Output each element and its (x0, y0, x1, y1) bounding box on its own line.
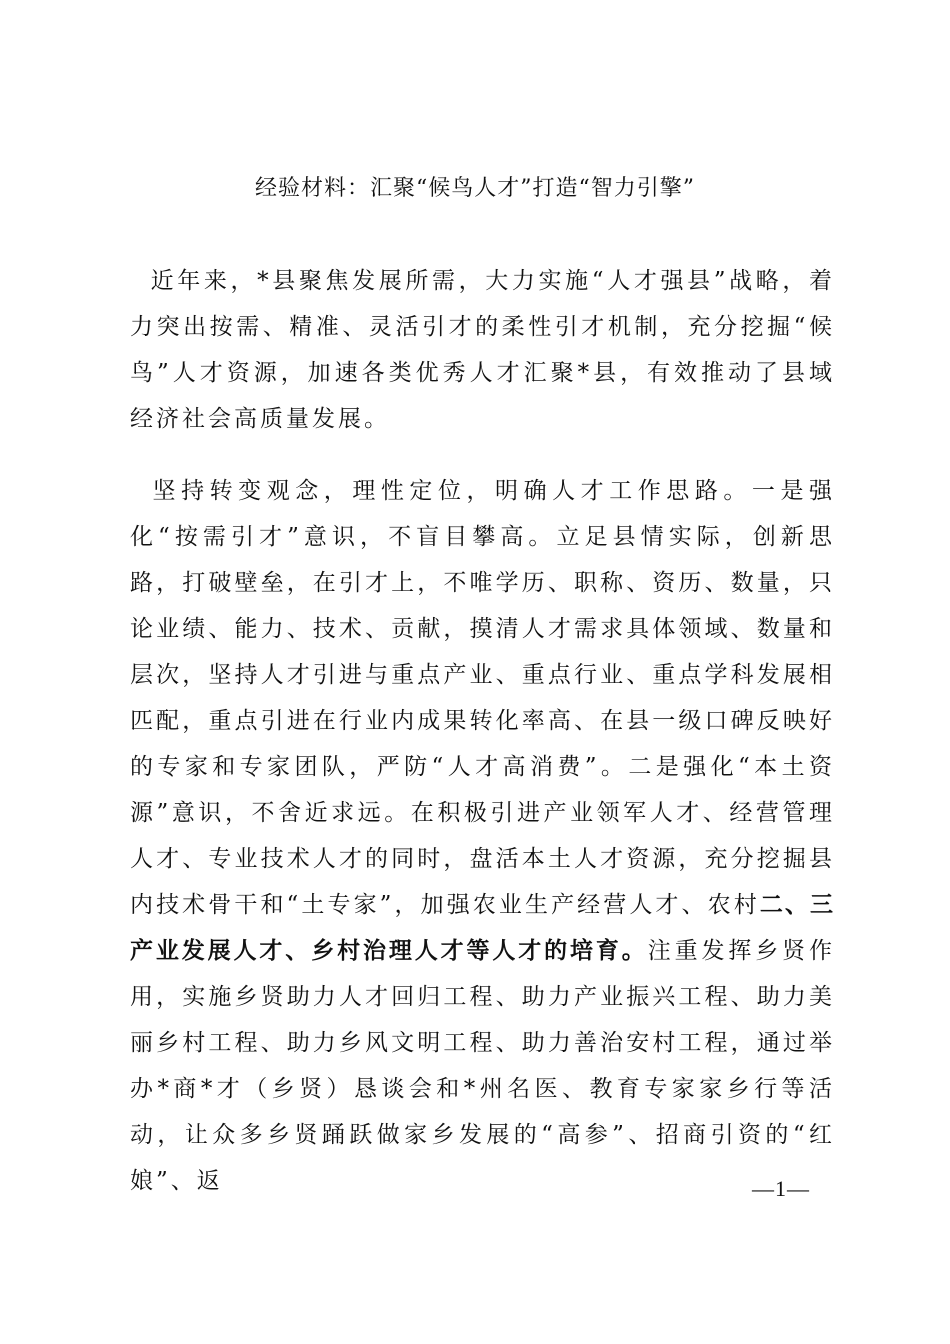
page-number: —1— (752, 1176, 810, 1201)
paragraph-body (130, 468, 835, 1204)
paragraph-intro (130, 258, 835, 442)
paragraph-body-bold-text: 二、三产业发展人才、乡村治理人才等人才的培育。 (130, 892, 835, 964)
document-title: 经验材料：汇聚“候鸟人才”打造“智力引擎” (255, 176, 695, 201)
paragraph-body-text-2: 注重发挥乡贤作用，实施乡贤助力人才回归工程、助力产业振兴工程、助力美丽乡村工程、助力乡风文明工程、助力善治安村工程，通过举办*商*才（乡贤）恳谈会和*州名医、教育专家家乡行等活动，让众多乡贤踊跃做家乡发展的“高参”、招商引资的“红娘”、返 (130, 938, 836, 1194)
paragraph-body-text-1: 坚持转变观念，理性定位，明确人才工作思路。一是强化“按需引才”意识，不盲目攀高。立足县情实际，创新思路，打破壁垒，在引才上，不唯学历、职称、资历、数量，只论业绩、能力、技术、贡献，摸清人才需求具体领域、数量和层次，坚持人才引进与重点产业、重点行业、重点学科发展相匹配，重点引进在行业内成果转化率高、在县一级口碑反映好的专家和专家团队，严防“人才高消费”。二是强化“本土资源”意识，不舍近求远。在积极引进产业领军人才、经营管理人才、专业技术人才的同时，盘活本土人才资源，充分挖掘县内技术骨干和“土专家”，加强农业生产经营人才、农村 (130, 478, 835, 918)
paragraph-intro-text: 近年来，*县聚焦发展所需，大力实施“人才强县”战略，着力突出按需、精准、灵活引才的柔性引才机制，充分挖掘“候鸟”人才资源，加速各类优秀人才汇聚*县，有效推动了县域经济社会高质量发展。 (130, 268, 835, 432)
